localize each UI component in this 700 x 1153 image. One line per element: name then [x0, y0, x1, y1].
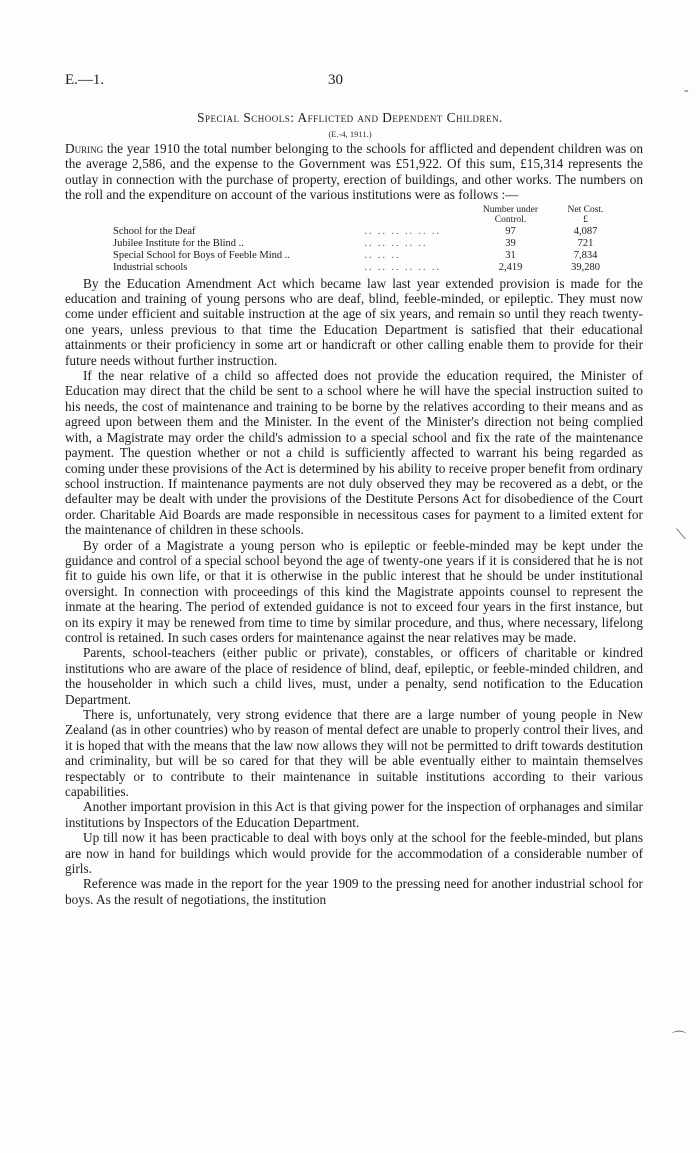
paragraph: If the near relative of a child so affected does not provide the education required, the Minister of Education may direct that the child be sent to a school where he will have the special instruction suited to his needs, the cost of maintenance and training to be borne by the relatives according to their means and as agreed upon between them and the Minister. In the event of the Minister's direction not being complied with, a Magistrate may order the child's admission to a special school and fix the rate of the maintenance payment. The question whether or not a child is sufficiently affected to warrant his being regarded as coming under these provisions of the Act is determined by his ability to receive proper benefit from ordinary school instruction. If maintenance payments are not duly observed they may be recovered as a debt, or the defaulter may be dealt with under the provisions of the Destitute Persons Act for disobedience of the Court order. Charitable Aid Boards are made responsible in necessitous cases for payment to a limited extent for the maintenance of children in these schools. [65, 368, 643, 538]
cost-unit: £ [583, 215, 588, 226]
paragraph: Up till now it has been practicable to deal with boys only at the school for the feeble-minded, but plans are now in hand for buildings which would provide for the accommodation of a considerable number of girls. [65, 830, 643, 877]
table-row [113, 262, 623, 274]
table-header-row [113, 205, 623, 226]
margin-scan-mark: ⌒ [672, 1032, 686, 1047]
intro-paragraph [65, 141, 643, 203]
table-row [113, 250, 623, 262]
section-subreference: (E.-4, 1911.) [328, 129, 372, 139]
institution-name: Industrial schools [113, 261, 188, 273]
body-text [65, 141, 643, 907]
institutions-table [113, 205, 623, 274]
col-header-number: Number under Control. [482, 204, 539, 226]
margin-scan-mark: ⟍ [676, 528, 686, 543]
section-heading: Special Schools: Afflicted and Dependent Children. [197, 110, 503, 125]
number-under-control: 31 [505, 249, 516, 261]
table-row [113, 226, 623, 238]
document-reference: E.—1. [65, 72, 105, 88]
paragraph: By order of a Magistrate a young person who is epileptic or feeble-minded may be kept under the guidance and control of a special school beyond the age of twenty-one years if it is considered that he is not fit to guide his own life, or that it is otherwise in the public interest that he should be under institutional oversight. In connection with proceedings of this kind the Magistrate appoints counsel to represent the inmate at the hearing. The period of extended guidance is not to exceed four years in the first instance, but on its expiry it may be renewed from time to time by similar procedure, and thus, where necessary, lifelong control is retained. In such cases orders for maintenance against the near relatives may be made. [65, 537, 643, 645]
net-cost: 721 [577, 237, 594, 249]
paragraph: By the Education Amendment Act which became law last year extended provision is made for the education and training of young persons who are deaf, blind, feeble-minded, or epileptic. They must now come under efficient and suitable instruction at the age of six years, and remain so until they reach twenty-one years, unless previous to that time the Education Department is satisfied that their educational attainments or their proficiency in some art or handicraft or other calling enable them to provide for their future needs without further instruction. [65, 275, 643, 368]
intro-text: the year 1910 the total number belonging to the schools for afflicted and dependent children was on the average 2,586, and the expense to the Government was £51,922. Of this sum, £15,314 represents the outlay in connection with the purchase of property, erection of buildings, and other works. The numbers on the roll and the expenditure on account of the various institutions were as follows :— [65, 141, 643, 203]
leader-dots: .. .. .. .. .. [364, 237, 428, 249]
net-cost: 39,280 [571, 261, 600, 273]
page-number: 30 [328, 72, 343, 88]
intro-lead-word: During [65, 141, 104, 156]
paragraph: Another important provision in this Act is that giving power for the inspection of orphanages and similar institutions by Inspectors of the Education Department. [65, 799, 643, 830]
net-cost: 7,834 [573, 249, 598, 261]
institution-name: School for the Deaf [113, 225, 196, 237]
leader-dots: .. .. .. .. .. .. [364, 261, 441, 273]
col-header-cost-label: Net Cost. [567, 204, 604, 215]
number-under-control: 2,419 [498, 261, 523, 273]
institution-name: Jubilee Institute for the Blind .. [113, 237, 244, 249]
net-cost: 4,087 [573, 225, 598, 237]
paragraph: There is, unfortunately, very strong evidence that there are a large number of young people in New Zealand (as in other countries) who by reason of mental defect are unable to properly control their lives, and it is hoped that with the means that the law now allows they will not be permitted to drift towards destitution and criminality, but will be so cared for that they will be able eventually either to maintain themselves respectably or to contribute to their maintenance in suitable institutions according to their various capabilities. [65, 707, 643, 800]
margin-scan-mark: ‐ [684, 83, 689, 98]
col-header-cost [548, 205, 623, 226]
paragraph: Reference was made in the report for the year 1909 to the pressing need for another industrial school for boys. As the result of negotiations, the institution [65, 876, 643, 907]
institution-name: Special School for Boys of Feeble Mind .. [113, 249, 291, 261]
table-row [113, 238, 623, 250]
leader-dots: .. .. .. .. .. .. [364, 225, 441, 237]
number-under-control: 97 [505, 225, 516, 237]
number-under-control: 39 [505, 237, 516, 249]
paragraph: Parents, school-teachers (either public or private), constables, or officers of charitable or kindred institutions who are aware of the place of residence of blind, deaf, epileptic, or feeble-minded children, and the householder in which such a child lives, must, under a penalty, send notification to the Education Department. [65, 645, 643, 707]
leader-dots: .. .. .. [364, 249, 401, 261]
